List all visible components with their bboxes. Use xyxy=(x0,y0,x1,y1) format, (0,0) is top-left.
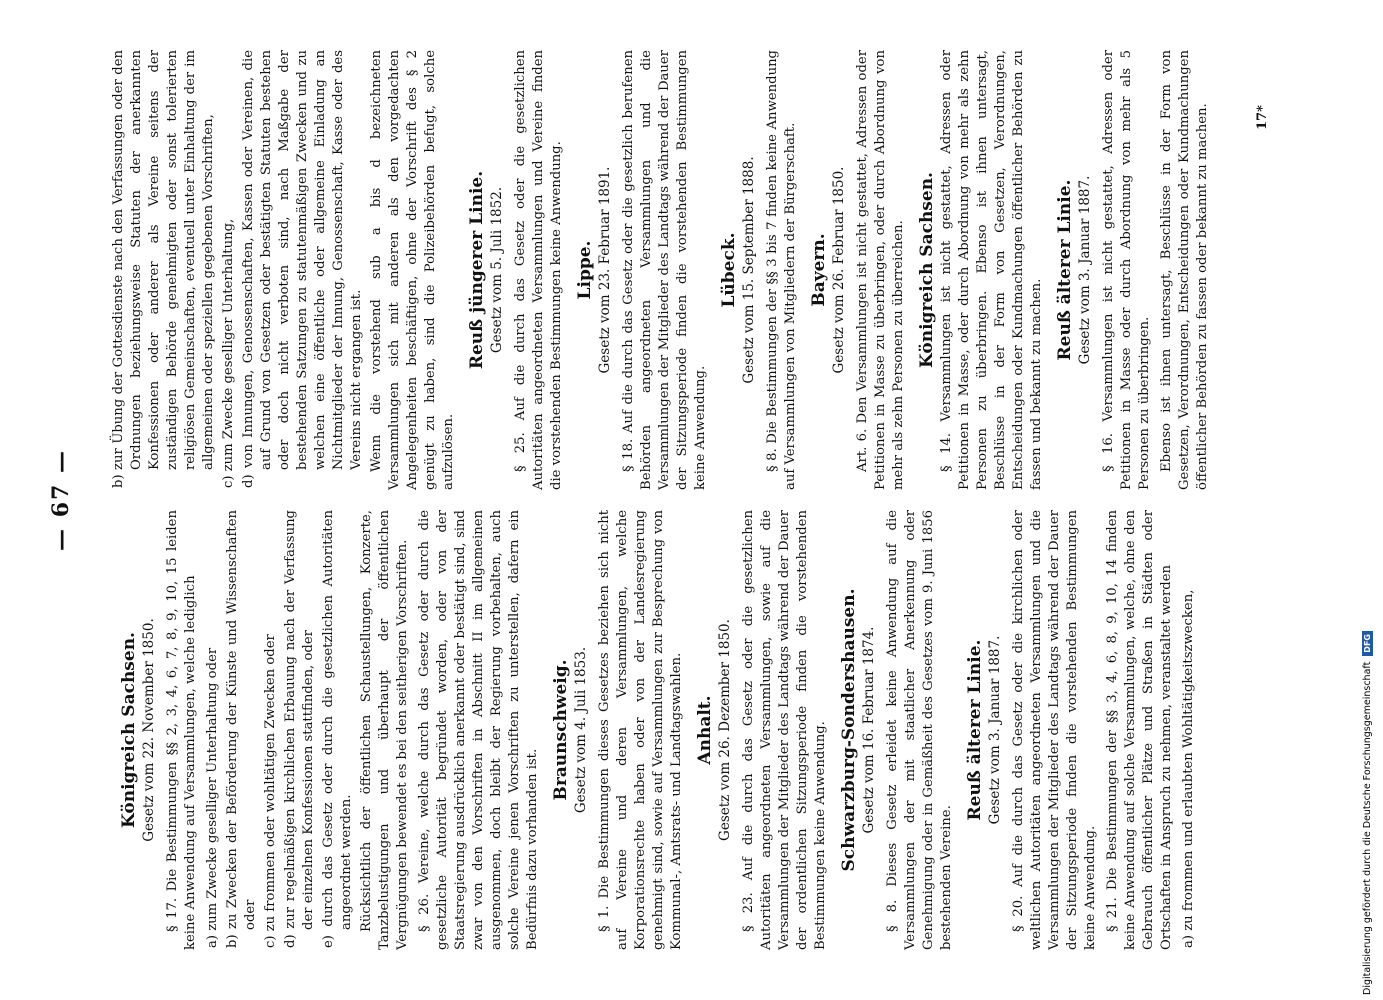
law-date: Gesetz vom 23. Februar 1891. xyxy=(597,166,613,374)
paragraph: § 18. Auf die durch das Gesetz oder die gesetzlich berufenen Behörden angeordneten Versammlungen und die Versammlungen der Mitglieder des Landtags während der Dauer der Sitzungsperiode finden die vorstehenden Bestimmungen keine Anwendung. xyxy=(621,50,708,490)
page-number: — 67 — xyxy=(48,449,74,551)
law-date: Gesetz vom 15. September 1888. xyxy=(741,156,757,384)
section-heading: Königreich Sachsen. xyxy=(917,172,937,368)
section-heading: Braunschweig. xyxy=(551,659,571,801)
paragraph: Wenn die vorstehend sub a bis d bezeichneten Versammlungen sich mit anderen als den vorgedachten Angelegenheiten beschäftigen, ohne der Vorschrift des § 2 genügt zu haben, sind die Polizeibehörden befugt, solche aufzulösen. xyxy=(369,50,456,490)
list-item: b) zur Übung der Gottesdienste nach den Verfassungen oder den Ordnungen beziehungsweise Statuten der anerkannten Konfessionen oder anderer als Vereine seitens der zuständigen Behörde genehmigten oder sonst tolerierten religiösen Gemeinschaften, eventuell unter Einhaltung der im allgemeinen oder speziellen gegebenen Vorschriften, xyxy=(111,50,216,488)
section-heading: Schwarzburg-Sondershausen. xyxy=(839,588,859,872)
document-page xyxy=(40,10,1330,990)
paragraph: Art. 6. Den Versammlungen ist nicht gestattet, Adressen oder Petitionen in Masse zu überbringen, oder durch Abordnung von mehr als zehn Personen zu überreichen. xyxy=(855,50,906,490)
left-column xyxy=(110,510,1200,950)
paragraph: § 14. Versammlungen ist nicht gestattet, Adressen oder Petitionen in Masse, oder durch Abordnung von mehr als zehn Personen zu überbringen. Ebenso ist ihnen untersagt, Beschlüsse in der Form von Gesetzen, Verordnungen, Entscheidungen oder Kundmachungen öffentlicher Behörden zu fassen und bekannt zu machen. xyxy=(939,50,1044,490)
law-date: Gesetz vom 26. Dezember 1850. xyxy=(717,619,733,841)
law-date: Gesetz vom 16. Februar 1874. xyxy=(861,626,877,834)
law-date: Gesetz vom 3. Januar 1887. xyxy=(1077,175,1093,365)
law-date: Gesetz vom 22. November 1850. xyxy=(141,618,157,842)
paragraph: § 23. Auf die durch das Gesetz oder die gesetzlichen Autoritäten angeordneten Versammlungen, sowie auf die Versammlungen der Mitglieder des Landtags während der Dauer der ordentlichen Sitzungsperiode finden die vorstehenden Bestimmungen keine Anwendung. xyxy=(741,510,828,950)
paragraph: § 17. Die Bestimmungen §§ 2, 3, 4, 6, 7, 8, 9, 10, 15 leiden keine Anwendung auf Versammlungen, welche lediglich xyxy=(165,510,198,950)
list-item: c) zum Zwecke geselliger Unterhaltung, xyxy=(221,218,236,488)
section-heading: Reuß älterer Linie. xyxy=(965,639,985,821)
law-date: Gesetz vom 26. Februar 1850. xyxy=(831,166,847,374)
list-item: d) von Innungen, Genossenschaften, Kassen oder Vereinen, die auf Grund von Gesetzen oder bestätigten Statuten bestehen oder doch nicht verboten sind, nach Maßgabe der bestehenden Satzungen zu statutenmäßigen Zwecken und zu welchen eine öffentliche oder allgemeine Einladung an Nichtmitglieder der Innung, Genossenschaft, Kasse oder des Vereins nicht ergangen ist. xyxy=(241,50,364,488)
list-item: c) zu frommen oder wohltätigen Zwecken oder xyxy=(263,634,278,948)
law-date: Gesetz vom 5. Juli 1852. xyxy=(489,186,505,354)
paragraph: § 16. Versammlungen ist nicht gestattet, Adressen oder Petitionen in Masse oder durch Abordnung von mehr als 5 Personen zu überbringen. xyxy=(1101,50,1152,490)
list-item: b) zu Zwecken der Beförderung der Künste und Wissenschaften oder xyxy=(225,510,258,948)
right-column xyxy=(110,50,1216,490)
dfg-logo: DFG xyxy=(1362,631,1373,656)
paragraph: § 8. Dieses Gesetz erleidet keine Anwendung auf die Versammlungen der mit staatlicher Anerkennung oder Genehmigung oder in Gemäßheit des Gesetzes vom 9. Juni 1856 bestehenden Vereine. xyxy=(885,510,954,950)
section-heading: Anhalt. xyxy=(695,695,715,765)
list-item: e) durch das Gesetz oder durch die gesetzlichen Autoritäten angeordnet werden. xyxy=(321,510,354,948)
paragraph: § 20. Auf die durch das Gesetz oder die kirchlichen oder weltlichen Autoritäten angeordneten Versammlungen und die Versammlungen der Mitglieder des Landtags während der Dauer der Sitzungsperiode finden die vorstehenden Bestimmungen keine Anwendung. xyxy=(1011,510,1098,950)
paragraph: § 1. Die Bestimmungen dieses Gesetzes beziehen sich nicht auf Vereine und deren Versammlungen, welche Korporationsrechte haben oder von der Landesregierung genehmigt sind, sowie auf Versammlungen zur Besprechung von Kommunal-, Amtsrats- und Landtagswahlen. xyxy=(597,510,684,950)
credit-text: Digitalisierung gefördert durch die Deutsche Forschungsgemeinschaft xyxy=(1362,661,1373,995)
list-item: a) zum Zwecke geselliger Unterhaltung oder xyxy=(205,647,220,948)
paragraph: Rücksichtlich der öffentlichen Schaustellungen, Konzerte, Tanzbelustigungen und überhaupt der öffentlichen Vergnügungen bewendet es bei den seitherigen Vorschriften. xyxy=(359,510,410,950)
paragraph: § 8. Die Bestimmungen der §§ 3 bis 7 finden keine Anwendung auf Versammlungen von Mitgliedern der Bürgerschaft. xyxy=(765,50,798,490)
section-heading: Bayern. xyxy=(809,233,829,307)
section-heading: Reuß jüngerer Linie. xyxy=(467,170,487,370)
list-item: a) zu frommen und erlaubten Wohltätigkeitszwecken, xyxy=(1181,589,1196,948)
paragraph: § 21. Die Bestimmungen der §§ 3, 4, 6, 8, 9, 10, 14 finden keine Anwendung auf solche Versammlungen, welche, ohne den Gebrauch öffentlicher Plätze und Straßen in Städten oder Ortschaften in Anspruch zu nehmen, veranstaltet werden xyxy=(1105,510,1174,950)
paragraph: Ebenso ist ihnen untersagt, Beschlüsse in der Form von Gesetzen, Verordnungen, Entscheidungen oder Kundmachungen öffentlicher Behörden zu fassen oder bekannt zu machen. xyxy=(1159,50,1210,490)
digitization-credit xyxy=(1362,5,1373,995)
paragraph: § 25. Auf die durch das Gesetz oder die gesetzlichen Autoritäten angeordneten Versammlungen und Vereine finden die vorstehenden Bestimmungen keine Anwendung. xyxy=(513,50,564,490)
section-heading: Lübeck. xyxy=(719,232,739,308)
section-heading: Lippe. xyxy=(575,240,595,300)
section-heading: Königreich Sachsen. xyxy=(119,632,139,828)
sheet-signature: 17* xyxy=(1255,105,1270,130)
law-date: Gesetz vom 3. Januar 1887. xyxy=(987,635,1003,825)
paragraph: § 26. Vereine, welche durch das Gesetz oder durch die gesetzliche Autorität begründet worden, oder von der Staatsregierung ausdrücklich anerkannt oder bestätigt sind, sind zwar von den Vorschriften in Abschnitt II im allgemeinen ausgenommen, doch bleibt der Regierung vorbehalten, auch solche Vereine jenen Vorschriften zu unterstellen, dafern ein Bedürfnis dazu vorhanden ist. xyxy=(417,510,540,950)
law-date: Gesetz vom 4. Juli 1853. xyxy=(573,646,589,814)
section-heading: Reuß älterer Linie. xyxy=(1055,179,1075,361)
list-item: d) zur regelmäßigen kirchlichen Erbauung nach der Verfassung der einzelnen Konfessionen stattfinden, oder xyxy=(283,510,316,948)
